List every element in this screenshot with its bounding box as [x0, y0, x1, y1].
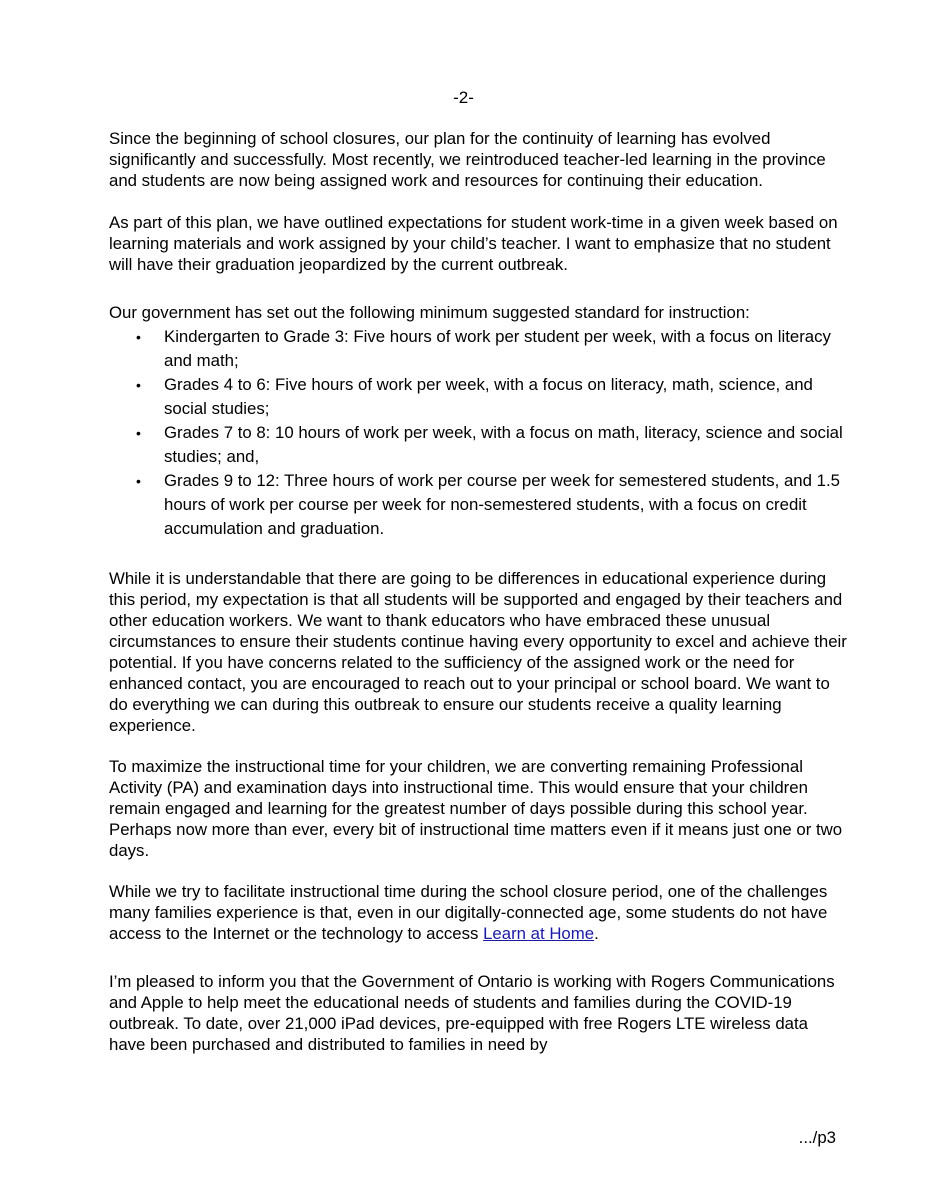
- paragraph-continuity: Since the beginning of school closures, our plan for the continuity of learning has evolved significantly and successfully. Most recently, we reintroduced teacher-led learning in the province and students are now being assigned work and resources for continuing their education.: [109, 129, 826, 190]
- list-item: [109, 325, 849, 373]
- paragraph-educators: While it is understandable that there are going to be differences in educational experience during this period, my expectation is that all students will be supported and engaged by their teachers and other education workers. We want to thank educators who have embraced these unusual circumstances to ensure their students continue having every opportunity to excel and achieve their potential. If you have concerns related to the sufficiency of the assigned work or the need for enhanced contact, you are encouraged to reach out to your principal or school board. We want to do everything we can during this outbreak to ensure our students receive a quality learning experience.: [109, 569, 847, 735]
- list-item: [109, 421, 849, 469]
- paragraph-access-end: .: [594, 924, 599, 943]
- list-item-text: Grades 9 to 12: Three hours of work per course per week for semestered students, and 1.5 hours of work per course per week for non-semestered students, with a focus on credit accumulation and graduation.: [164, 471, 840, 538]
- bullet-icon: •: [136, 377, 141, 393]
- bullet-icon: •: [136, 473, 141, 489]
- list-item-text: Grades 7 to 8: 10 hours of work per week, with a focus on math, literacy, science and social studies; and,: [164, 423, 843, 466]
- page-continuation: .../p3: [798, 1128, 836, 1147]
- paragraph-standard-intro: Our government has set out the following minimum suggested standard for instruction:: [109, 303, 750, 322]
- bullet-icon: •: [136, 425, 141, 441]
- list-item-text: Kindergarten to Grade 3: Five hours of work per student per week, with a focus on literacy and math;: [164, 327, 831, 370]
- bullet-icon: •: [136, 329, 141, 345]
- paragraph-instructional-time: To maximize the instructional time for your children, we are converting remaining Professional Activity (PA) and examination days into instructional time. This would ensure that your children remain engaged and learning for the greatest number of days possible during this school year. Perhaps now more than ever, every bit of instructional time matters even if it means just one or two days.: [109, 757, 843, 860]
- learn-at-home-link[interactable]: Learn at Home: [483, 924, 595, 943]
- paragraph-access: [109, 881, 849, 944]
- list-item-text: Grades 4 to 6: Five hours of work per week, with a focus on literacy, math, science, and social studies;: [164, 375, 813, 418]
- paragraph-access-text: While we try to facilitate instructional time during the school closure period, one of the challenges many families experience is that, even in our digitally-connected age, some students do not have access to the Internet or the technology to access: [109, 882, 828, 943]
- list-item: [109, 469, 849, 541]
- list-item: [109, 373, 849, 421]
- instruction-standard-list: [109, 325, 849, 541]
- letter-body: [109, 128, 849, 1055]
- paragraph-expectations: As part of this plan, we have outlined expectations for student work-time in a given week based on learning materials and work assigned by your child’s teacher. I want to emphasize that no student will have their graduation jeopardized by the current outbreak.: [109, 213, 838, 274]
- paragraph-rogers-apple: I’m pleased to inform you that the Government of Ontario is working with Rogers Communications and Apple to help meet the educational needs of students and families during the COVID-19 outbreak. To date, over 21,000 iPad devices, pre-equipped with free Rogers LTE wireless data have been purchased and distributed to families in need by: [109, 972, 835, 1054]
- page-number: -2-: [453, 88, 474, 107]
